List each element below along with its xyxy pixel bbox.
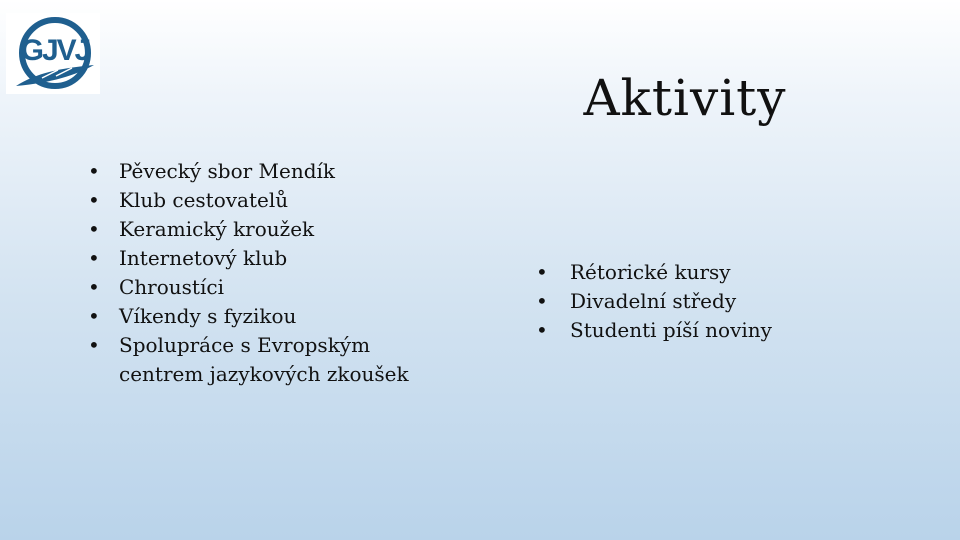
- list-item: [536, 287, 836, 316]
- list-item: [536, 258, 836, 287]
- list-item: [88, 186, 468, 215]
- list-item: [88, 331, 468, 360]
- list-item: [536, 316, 836, 345]
- bullet-marker: •: [88, 333, 100, 357]
- list-item-continuation: [88, 360, 468, 389]
- list-item-text: Klub cestovatelů: [119, 188, 289, 212]
- bullet-marker: •: [536, 318, 548, 342]
- svg-text:GJVJ: GJVJ: [20, 34, 90, 67]
- bullet-marker: •: [88, 217, 100, 241]
- school-logo: [6, 13, 100, 94]
- school-logo-icon: [6, 13, 100, 94]
- list-item-text: centrem jazykových zkoušek: [119, 362, 409, 386]
- bullet-marker: •: [536, 289, 548, 313]
- list-item-text: Keramický kroužek: [119, 217, 315, 241]
- list-item-text: Studenti píší noviny: [570, 318, 772, 342]
- bullet-marker: •: [536, 260, 548, 284]
- list-item-text: Chroustíci: [119, 275, 224, 299]
- list-item: [88, 273, 468, 302]
- list-item-text: Víkendy s fyzikou: [119, 304, 297, 328]
- left-activity-list: [88, 157, 468, 389]
- bullet-marker: •: [88, 275, 100, 299]
- bullet-marker: •: [88, 188, 100, 212]
- bullet-marker: •: [88, 304, 100, 328]
- list-item-text: Spolupráce s Evropským: [119, 333, 371, 357]
- list-item-text: Rétorické kursy: [570, 260, 731, 284]
- list-item: [88, 157, 468, 186]
- bullet-marker: •: [88, 246, 100, 270]
- list-item-text: Pěvecký sbor Mendík: [119, 159, 336, 183]
- bullet-marker: •: [88, 159, 100, 183]
- list-item: [88, 215, 468, 244]
- list-item: [88, 244, 468, 273]
- list-item-text: Divadelní středy: [570, 289, 737, 313]
- right-activity-list: [536, 258, 836, 345]
- slide-title: Aktivity: [583, 69, 787, 127]
- list-item-text: Internetový klub: [119, 246, 288, 270]
- list-item: [88, 302, 468, 331]
